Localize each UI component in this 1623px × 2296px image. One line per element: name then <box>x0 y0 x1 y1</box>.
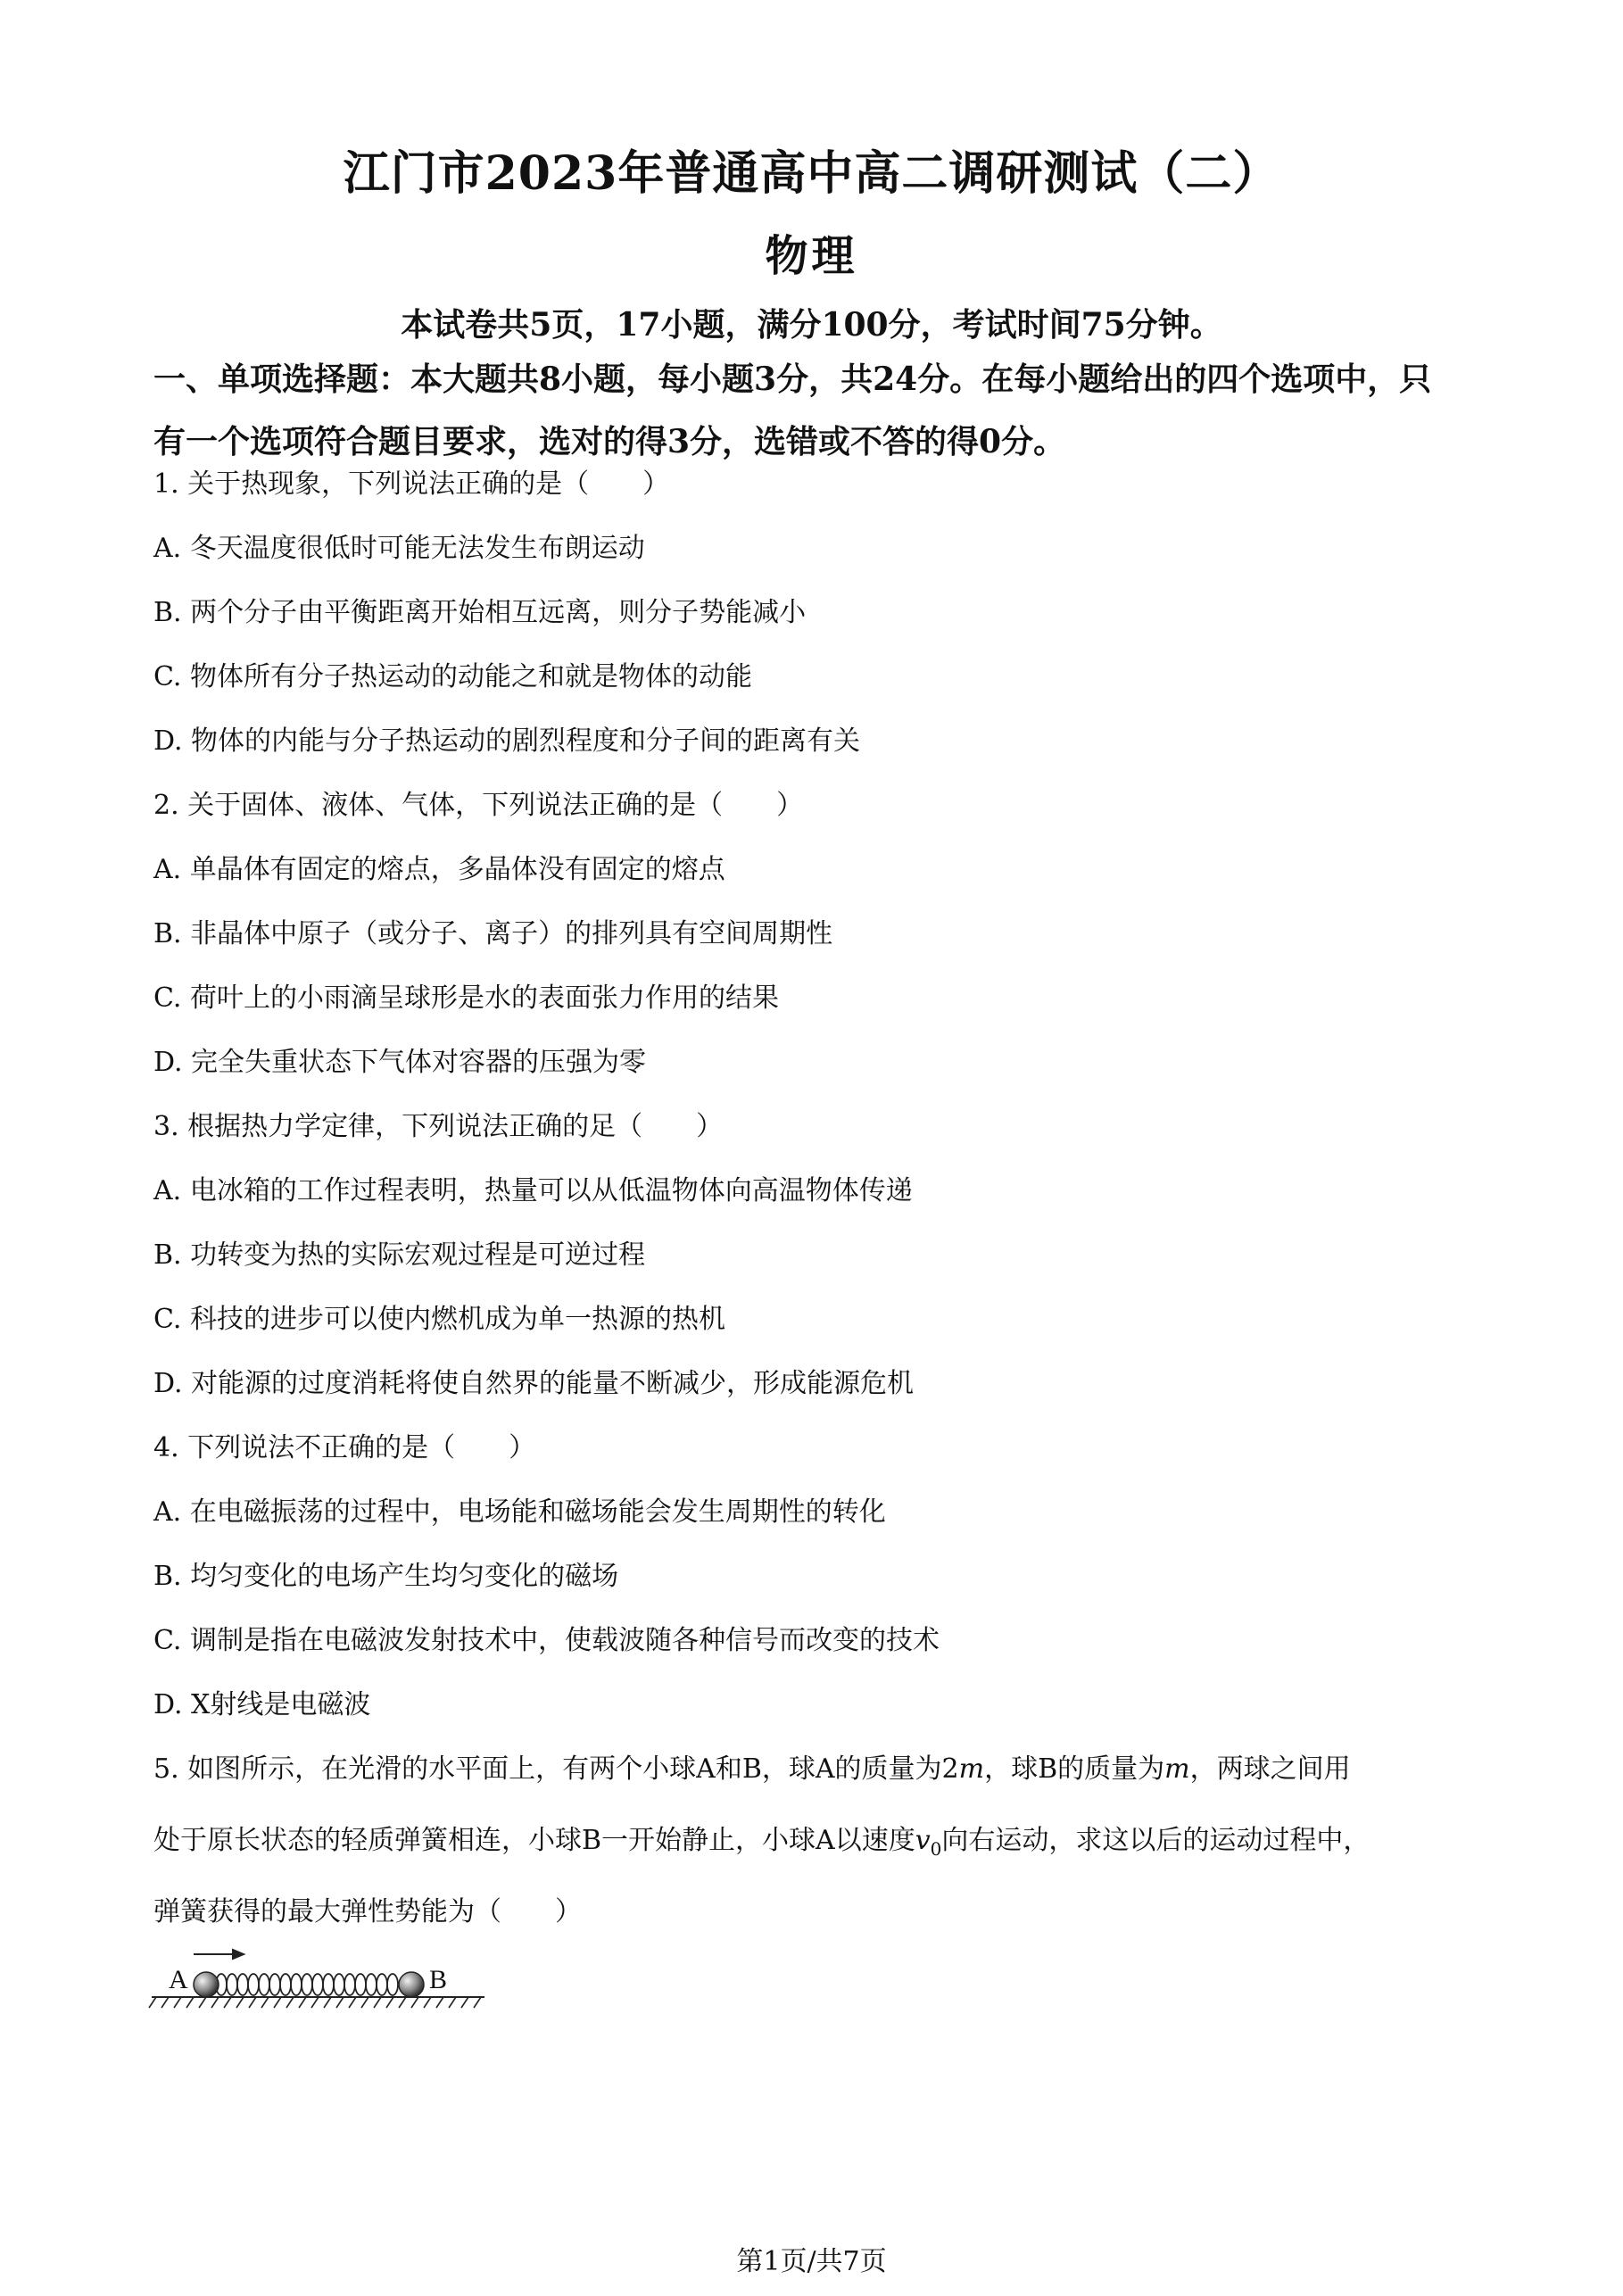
question-2-option-d: D. 完全失重状态下气体对容器的压强为零 <box>153 1047 647 1078</box>
question-1-stem: 1. 关于热现象，下列说法正确的是（ ） <box>153 468 670 500</box>
velocity-symbol: v <box>915 1825 931 1856</box>
question-4-option-d: D. X射线是电磁波 <box>153 1689 371 1720</box>
question-1-option-c: C. 物体所有分子热运动的动能之和就是物体的动能 <box>153 661 752 692</box>
page-title: 江门市2023年普通高中高二调研测试（二） <box>343 146 1280 201</box>
question-2-option-b: B. 非晶体中原子（或分子、离子）的排列具有空间周期性 <box>153 918 833 949</box>
section-header-line1: 一、单项选择题：本大题共8小题，每小题3分，共24分。在每小题给出的四个选项中，只 <box>153 361 1432 398</box>
exam-instructions: 本试卷共5页，17小题，满分100分，考试时间75分钟。 <box>401 306 1222 344</box>
question-4-option-b: B. 均匀变化的电场产生均匀变化的磁场 <box>153 1561 619 1592</box>
question-2-option-c: C. 荷叶上的小雨滴呈球形是水的表面张力作用的结果 <box>153 982 779 1014</box>
question-3-stem: 3. 根据热力学定律，下列说法正确的足（ ） <box>153 1111 724 1142</box>
question-2-stem: 2. 关于固体、液体、气体，下列说法正确的是（ ） <box>153 790 804 821</box>
page-footer: 第1页/共7页 <box>736 2246 887 2277</box>
question-5-line1: 5. 如图所示，在光滑的水平面上，有两个小球A和B，球A的质量为2m，球B的质量为m，两球之间用 <box>153 1753 1351 1785</box>
velocity-arrow <box>194 1950 244 1959</box>
question-4-stem: 4. 下列说法不正确的是（ ） <box>153 1432 536 1463</box>
question-1-option-b: B. 两个分子由平衡距离开始相互远离，则分子势能减小 <box>153 597 807 628</box>
question-1-option-a: A. 冬天温度很低时可能无法发生布朗运动 <box>153 533 645 564</box>
question-5-line2: 处于原长状态的轻质弹簧相连，小球B一开始静止，小球A以速度$v_0$向右运动，求这以后的运动过程中， <box>153 1825 1370 1860</box>
ball-a <box>194 1972 219 1997</box>
section-header <box>153 348 1492 473</box>
spring-ball-figure <box>147 1944 504 2015</box>
question-5-line3: 弹簧获得的最大弹性势能为（ ） <box>153 1896 582 1927</box>
label-b: B <box>429 1965 448 1994</box>
question-1-option-d: D. 物体的内能与分子热运动的剧烈程度和分子间的距离有关 <box>153 725 861 757</box>
question-3-option-c: C. 科技的进步可以使内燃机成为单一热源的热机 <box>153 1304 725 1335</box>
question-2-option-a: A. 单晶体有固定的熔点，多晶体没有固定的熔点 <box>153 854 725 885</box>
question-3-option-d: D. 对能源的过度消耗将使自然界的能量不断减少，形成能源危机 <box>153 1368 915 1399</box>
question-3-option-b: B. 功转变为热的实际宏观过程是可逆过程 <box>153 1239 646 1271</box>
label-a: A <box>169 1965 188 1994</box>
spring <box>216 1974 398 1995</box>
section-header-line2: 有一个选项符合题目要求，选对的得3分，选错或不答的得0分。 <box>153 423 1066 460</box>
question-4-option-a: A. 在电磁振荡的过程中，电场能和磁场能会发生周期性的转化 <box>153 1496 886 1528</box>
subject-title: 物理 <box>765 231 858 281</box>
question-4-option-c: C. 调制是指在电磁波发射技术中，使载波随各种信号而改变的技术 <box>153 1625 940 1656</box>
question-3-option-a: A. 电冰箱的工作过程表明，热量可以从低温物体向高温物体传递 <box>153 1175 913 1206</box>
ball-b <box>399 1972 424 1997</box>
